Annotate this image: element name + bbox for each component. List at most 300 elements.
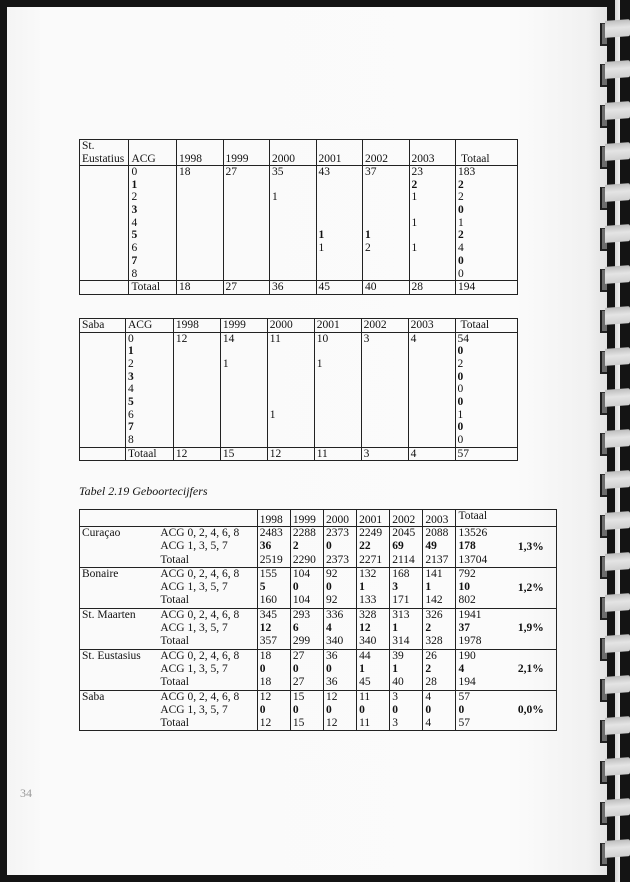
acg-group-labels xyxy=(154,690,257,731)
year-values-cell xyxy=(323,608,356,649)
cell-value: 1 xyxy=(318,242,325,255)
geboortecijfers-table xyxy=(79,509,557,731)
cell-value xyxy=(223,371,265,384)
cell-value: 2 xyxy=(411,178,418,191)
cell-value xyxy=(272,255,314,268)
total-value: 28 xyxy=(425,676,437,689)
total-value: 11 xyxy=(359,717,371,730)
even-acg-value: 168 xyxy=(392,567,410,580)
table-caption: Tabel 2.19 Geboortecijfers xyxy=(79,484,208,498)
total-value: 340 xyxy=(325,635,344,648)
cell-value: 3 xyxy=(128,370,134,383)
cell-value: 12 xyxy=(175,332,188,345)
cell-value xyxy=(176,409,218,422)
year-values-cell xyxy=(173,332,220,447)
cell-value: 2 xyxy=(365,242,371,255)
total-value: 15 xyxy=(292,717,305,730)
cell-value xyxy=(317,421,359,434)
binder-ring xyxy=(600,266,630,290)
year-values-cell xyxy=(357,527,390,568)
year-values-cell xyxy=(361,332,408,447)
total-value: 2373 xyxy=(325,553,349,566)
total-value: 1978 xyxy=(458,635,482,648)
island-empty-cell xyxy=(80,447,126,461)
odd-acg-value: 2 xyxy=(425,622,432,635)
year-values-cell xyxy=(223,166,270,281)
ring-front xyxy=(605,101,630,120)
cell-value xyxy=(223,383,265,396)
year-values-cell xyxy=(357,567,390,608)
even-acg-value: 2088 xyxy=(425,527,449,539)
cell-value xyxy=(411,421,453,434)
year-header: 2000 xyxy=(323,510,356,527)
year-values-cell xyxy=(323,690,356,731)
total-value: 171 xyxy=(392,594,410,607)
island-row xyxy=(80,608,557,649)
binder-ring xyxy=(600,799,630,823)
cell-value xyxy=(223,409,265,422)
even-acg-value: 2288 xyxy=(292,527,316,539)
island-name: St. Eustasius xyxy=(80,649,155,690)
total-value: 2271 xyxy=(359,553,383,566)
acg-group-label: ACG 1, 3, 5, 7 xyxy=(160,581,228,594)
cell-value: 11 xyxy=(269,332,281,345)
island-empty-cell xyxy=(80,166,129,281)
odd-acg-value: 1 xyxy=(359,581,365,594)
island-empty-cell xyxy=(80,281,129,295)
year-values-cell xyxy=(423,608,456,649)
cell-value: 1 xyxy=(458,216,464,229)
cell-value xyxy=(179,229,221,242)
footer-value: 11 xyxy=(314,447,361,461)
island-row xyxy=(80,690,557,731)
odd-acg-value: 0 xyxy=(325,703,332,716)
total-value: 2290 xyxy=(292,553,316,566)
cell-value xyxy=(226,242,268,255)
ring-front xyxy=(605,306,630,325)
cell-value: 0 xyxy=(457,383,464,396)
even-acg-value: 313 xyxy=(392,608,410,621)
total-value: 314 xyxy=(392,635,410,648)
odd-acg-value: 69 xyxy=(392,540,404,553)
cell-value: 1 xyxy=(128,345,134,358)
year-values-cell xyxy=(314,332,361,447)
total-value: 12 xyxy=(325,717,338,730)
cell-value: 5 xyxy=(131,229,138,242)
year-values-cell xyxy=(390,690,423,731)
odd-acg-value: 10 xyxy=(458,581,470,594)
year-values-cell xyxy=(290,649,323,690)
even-acg-value: 27 xyxy=(292,649,305,662)
percentage-value: 1,2% xyxy=(506,567,557,608)
ring-front xyxy=(605,511,630,530)
cell-value xyxy=(272,242,314,255)
ring-front xyxy=(605,19,630,38)
odd-acg-value: 37 xyxy=(458,622,470,635)
even-acg-value: 2373 xyxy=(325,527,349,539)
cell-value xyxy=(272,268,314,281)
odd-acg-value: 0 xyxy=(359,703,365,716)
odd-acg-value: 36 xyxy=(259,540,272,553)
footer-value: 27 xyxy=(223,281,270,295)
year-header: 2001 xyxy=(314,319,361,333)
ring-front xyxy=(605,347,630,366)
acg-group-label: ACG 0, 2, 4, 6, 8 xyxy=(160,690,240,703)
odd-acg-value: 49 xyxy=(425,540,437,553)
binder-ring xyxy=(600,307,630,331)
even-acg-value: 11 xyxy=(359,690,371,703)
cell-value: 0 xyxy=(458,204,464,217)
total-value: 160 xyxy=(259,594,277,607)
binder-ring xyxy=(600,61,630,85)
cell-value xyxy=(364,434,406,447)
cell-value: 0 xyxy=(457,345,464,358)
cell-value: 1 xyxy=(316,357,323,370)
cell-value: 4 xyxy=(458,242,464,255)
cell-value: 18 xyxy=(179,166,191,178)
cell-value: 8 xyxy=(128,434,134,446)
cell-value xyxy=(411,383,453,396)
total-values-cell xyxy=(456,690,506,731)
cell-value xyxy=(365,191,407,204)
cell-value xyxy=(411,345,453,358)
footer-value: 45 xyxy=(316,281,363,295)
acg-group-labels xyxy=(154,567,257,608)
total-value: 2519 xyxy=(259,553,283,566)
cell-value: 23 xyxy=(411,166,424,178)
year-values-cell xyxy=(316,166,363,281)
cell-value xyxy=(319,179,361,192)
year-values-cell xyxy=(409,166,456,281)
footer-label: Totaal xyxy=(129,281,177,295)
cell-value: 1 xyxy=(411,242,418,255)
cell-value: 3 xyxy=(131,204,138,217)
cell-value: 1 xyxy=(365,229,371,242)
odd-acg-value: 4 xyxy=(458,662,465,675)
cell-value: 2 xyxy=(131,191,138,204)
acg-group-label: ACG 1, 3, 5, 7 xyxy=(160,703,228,716)
total-value: 802 xyxy=(458,594,476,607)
cell-value xyxy=(270,396,312,409)
cell-value xyxy=(270,421,312,434)
ring-front xyxy=(605,470,630,489)
year-values-cell xyxy=(390,527,423,568)
cell-value: 0 xyxy=(457,434,464,446)
year-header: 1999 xyxy=(223,140,270,166)
total-values-cell xyxy=(456,527,506,568)
year-header: 2002 xyxy=(390,510,423,527)
year-values-cell xyxy=(423,690,456,731)
cell-value: 14 xyxy=(222,332,235,345)
island-label: Saba xyxy=(80,319,126,333)
island-row xyxy=(80,649,557,690)
cell-value xyxy=(226,268,268,281)
even-acg-value: 1941 xyxy=(458,608,482,621)
cell-value: 183 xyxy=(458,166,476,178)
odd-acg-value: 0 xyxy=(458,703,465,716)
total-value: 40 xyxy=(392,676,404,689)
percentage-value: 1,9% xyxy=(506,608,557,649)
ring-front xyxy=(605,716,630,735)
cell-value xyxy=(176,383,218,396)
odd-acg-value: 12 xyxy=(259,622,272,635)
ring-front xyxy=(605,757,630,776)
cell-value xyxy=(412,255,454,268)
acg-values-cell xyxy=(129,166,177,281)
even-acg-value: 293 xyxy=(292,608,311,621)
island-label xyxy=(80,140,129,166)
ring-front xyxy=(605,429,630,448)
acg-group-label: ACG 1, 3, 5, 7 xyxy=(160,540,228,553)
st-eustatius-acg-table xyxy=(79,139,518,295)
odd-acg-value: 6 xyxy=(292,622,299,635)
cell-value: 8 xyxy=(131,267,138,280)
cell-value xyxy=(317,434,359,447)
year-values-cell xyxy=(357,690,390,731)
cell-value: 3 xyxy=(363,332,370,345)
cell-value xyxy=(270,358,312,371)
cell-value xyxy=(272,204,314,217)
footer-value: 28 xyxy=(409,281,456,295)
cell-value xyxy=(179,242,221,255)
cell-value xyxy=(364,345,406,358)
cell-value xyxy=(411,409,453,422)
acg-group-label: ACG 0, 2, 4, 6, 8 xyxy=(160,567,240,580)
cell-value xyxy=(226,204,268,217)
cell-value xyxy=(412,268,454,281)
spiral-binding xyxy=(596,0,630,882)
cell-value xyxy=(179,217,221,230)
cell-value: 1 xyxy=(318,229,325,242)
cell-value xyxy=(226,179,268,192)
cell-value: 10 xyxy=(316,332,329,345)
even-acg-value: 345 xyxy=(259,608,277,621)
ring-front xyxy=(605,675,630,694)
odd-acg-value: 3 xyxy=(392,581,398,594)
odd-acg-value: 0 xyxy=(292,662,299,675)
binder-ring xyxy=(600,471,630,495)
table-footer-row xyxy=(80,281,518,295)
cell-value: 35 xyxy=(272,166,284,178)
acg-group-label: Totaal xyxy=(160,717,189,730)
cell-value: 4 xyxy=(131,216,138,229)
total-values-cell xyxy=(456,608,506,649)
cell-value: 6 xyxy=(128,408,134,421)
odd-acg-value: 0 xyxy=(259,662,266,675)
cell-value xyxy=(223,345,265,358)
binder-ring xyxy=(600,430,630,454)
year-header: 2003 xyxy=(408,319,455,333)
even-acg-value: 15 xyxy=(292,690,305,703)
total-value: 104 xyxy=(292,594,311,607)
footer-value: 40 xyxy=(363,281,410,295)
binder-ring xyxy=(600,184,630,208)
cell-value xyxy=(317,371,359,384)
cell-value: 1 xyxy=(131,178,138,191)
cell-value xyxy=(364,358,406,371)
year-values-cell xyxy=(357,649,390,690)
cell-value xyxy=(179,268,221,281)
cell-value: 0 xyxy=(458,254,464,267)
year-values-cell xyxy=(177,166,224,281)
year-values-cell xyxy=(363,166,410,281)
binder-ring xyxy=(600,512,630,536)
binder-ring xyxy=(600,758,630,782)
total-value: 36 xyxy=(325,676,338,689)
cell-value: 0 xyxy=(457,370,464,383)
year-header: 2001 xyxy=(357,510,390,527)
acg-header: ACG xyxy=(129,140,177,166)
cell-value xyxy=(411,396,453,409)
cell-value xyxy=(176,358,218,371)
island-name: Saba xyxy=(80,690,155,731)
total-values-cell xyxy=(456,649,506,690)
acg-group-label: Totaal xyxy=(160,594,189,607)
year-values-cell xyxy=(257,690,290,731)
year-values-cell xyxy=(257,527,290,568)
total-value: 3 xyxy=(392,717,398,730)
table-body-row xyxy=(80,332,518,447)
footer-value: 3 xyxy=(361,447,408,461)
footer-total: 194 xyxy=(456,281,518,295)
year-header: 1998 xyxy=(257,510,290,527)
year-values-cell xyxy=(257,608,290,649)
binder-ring xyxy=(600,676,630,700)
even-acg-value: 155 xyxy=(259,567,277,580)
even-acg-value: 326 xyxy=(425,608,443,621)
acg-group-labels xyxy=(154,527,257,568)
cell-value: 2 xyxy=(458,191,464,204)
table-header-row xyxy=(80,510,557,527)
cell-value: 1 xyxy=(269,408,276,421)
year-values-cell xyxy=(357,608,390,649)
cell-value xyxy=(223,434,265,447)
total-value: 133 xyxy=(359,594,377,607)
cell-value: 7 xyxy=(131,254,138,267)
binder-ring xyxy=(600,594,630,618)
acg-group-labels xyxy=(154,608,257,649)
acg-group-label: Totaal xyxy=(160,635,189,648)
cell-value xyxy=(411,371,453,384)
cell-value: 0 xyxy=(131,166,138,178)
ring-front xyxy=(605,224,630,243)
cell-value xyxy=(365,179,407,192)
acg-group-label: ACG 1, 3, 5, 7 xyxy=(160,622,228,635)
percentage-header-empty xyxy=(506,510,557,527)
cell-value xyxy=(412,229,454,242)
acg-values-cell xyxy=(126,332,174,447)
cell-value: 1 xyxy=(222,357,229,370)
year-values-cell xyxy=(267,332,314,447)
island-label-line2: Eustatius xyxy=(82,152,125,165)
total-value: 12 xyxy=(259,717,272,730)
cell-value xyxy=(412,204,454,217)
total-value: 92 xyxy=(325,594,338,607)
year-values-cell xyxy=(390,649,423,690)
cell-value xyxy=(365,204,407,217)
even-acg-value: 13526 xyxy=(458,527,488,539)
acg-group-label: ACG 0, 2, 4, 6, 8 xyxy=(160,527,240,539)
cell-value: 1 xyxy=(411,191,418,204)
cell-value xyxy=(319,268,361,281)
island-label-line1: St. xyxy=(82,140,95,152)
binder-ring xyxy=(600,389,630,413)
even-acg-value: 104 xyxy=(292,567,311,580)
odd-acg-value: 1 xyxy=(425,581,432,594)
island-row xyxy=(80,527,557,568)
ring-front xyxy=(605,593,630,612)
acg-group-label: ACG 0, 2, 4, 6, 8 xyxy=(160,649,240,662)
total-value: 45 xyxy=(359,676,371,689)
odd-acg-value: 2 xyxy=(292,540,299,553)
cell-value xyxy=(272,217,314,230)
total-header: Totaal xyxy=(456,140,518,166)
ring-front xyxy=(605,183,630,202)
island-empty-cell xyxy=(80,332,126,447)
cell-value xyxy=(176,345,218,358)
acg-group-labels xyxy=(154,649,257,690)
cell-value xyxy=(272,179,314,192)
cell-value xyxy=(364,409,406,422)
acg-group-label: ACG 1, 3, 5, 7 xyxy=(160,662,228,675)
even-acg-value: 141 xyxy=(425,567,443,580)
cell-value xyxy=(364,383,406,396)
cell-value xyxy=(270,434,312,447)
cell-value xyxy=(364,371,406,384)
cell-value xyxy=(179,204,221,217)
odd-acg-value: 0 xyxy=(392,703,398,716)
total-value: 357 xyxy=(259,635,277,648)
binder-ring xyxy=(600,553,630,577)
header-empty-cell xyxy=(80,510,155,527)
cell-value: 1 xyxy=(411,216,418,229)
even-acg-value: 36 xyxy=(325,649,338,662)
cell-value xyxy=(272,229,314,242)
row-totals-cell xyxy=(455,332,517,447)
cell-value xyxy=(411,358,453,371)
cell-value xyxy=(270,345,312,358)
cell-value: 2 xyxy=(128,357,134,370)
total-value: 194 xyxy=(458,676,476,689)
percentage-value: 2,1% xyxy=(506,649,557,690)
even-acg-value: 4 xyxy=(425,690,432,703)
cell-value xyxy=(365,255,407,268)
odd-acg-value: 2 xyxy=(425,662,432,675)
even-acg-value: 2249 xyxy=(359,527,383,539)
year-header: 2002 xyxy=(363,140,410,166)
year-values-cell xyxy=(290,690,323,731)
acg-group-label: Totaal xyxy=(160,676,189,689)
binder-ring xyxy=(600,20,630,44)
cell-value xyxy=(319,204,361,217)
page-number: 34 xyxy=(20,786,32,800)
year-header: 2003 xyxy=(423,510,456,527)
odd-acg-value: 0 xyxy=(292,703,299,716)
even-acg-value: 92 xyxy=(325,567,338,580)
island-name: Curaçao xyxy=(80,527,155,568)
cell-value xyxy=(317,396,359,409)
table-header-row xyxy=(80,319,518,333)
cell-value: 54 xyxy=(457,332,470,345)
ring-front xyxy=(605,839,630,858)
cell-value xyxy=(176,371,218,384)
ring-front xyxy=(605,634,630,653)
even-acg-value: 2045 xyxy=(392,527,416,539)
table-footer-row xyxy=(80,447,518,461)
year-values-cell xyxy=(423,649,456,690)
year-values-cell xyxy=(323,567,356,608)
cell-value: 1 xyxy=(272,191,278,204)
